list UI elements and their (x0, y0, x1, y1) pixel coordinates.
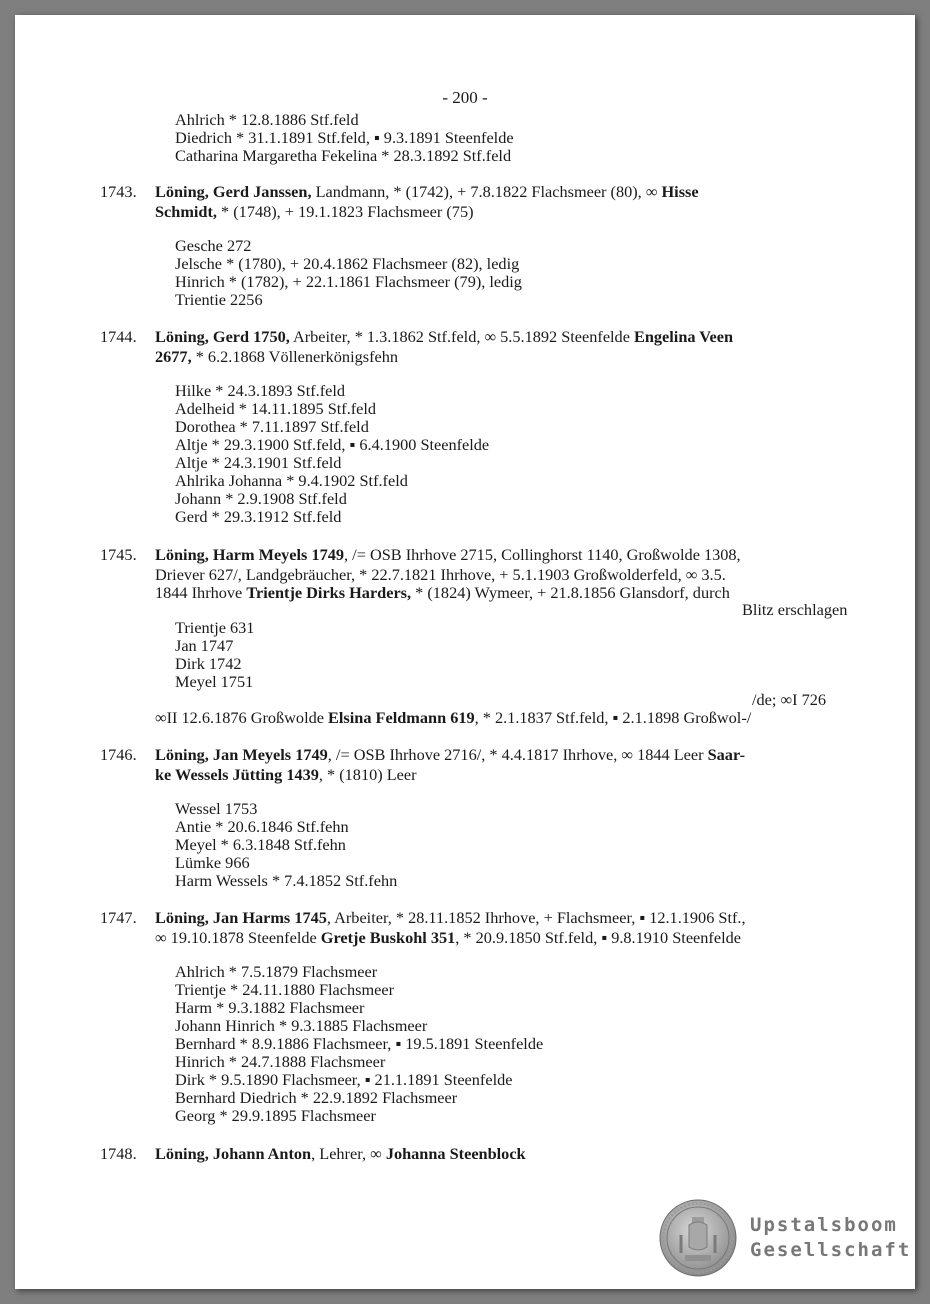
spouse-name: Trientje Dirks Harders, (246, 583, 412, 602)
spouse-name: 2677, (155, 347, 192, 366)
entry-line (155, 327, 733, 347)
list-item: Trientje * 24.11.1880 Flachsmeer (175, 980, 395, 999)
logo-line: Gesellschaft (750, 1239, 912, 1261)
entry-number: 1748. (100, 1144, 137, 1163)
spouse-name: Elsina Feldmann 619 (328, 708, 475, 727)
list-item: Dirk 1742 (175, 654, 242, 673)
list-item: Hilke * 24.3.1893 Stf.feld (175, 381, 346, 400)
entry-text: , * (1810) Leer (318, 765, 417, 784)
list-item: Antie * 20.6.1846 Stf.fehn (175, 817, 349, 836)
entry-number: 1744. (100, 327, 137, 346)
list-item: Ahlrich * 12.8.1886 Stf.feld (175, 110, 359, 129)
seal-icon (659, 1199, 737, 1277)
list-item: Jan 1747 (175, 636, 234, 655)
entry-line (155, 745, 745, 765)
spouse-name: Hisse (661, 182, 699, 201)
entry-text: Landmann, * (1742), + 7.8.1822 Flachsmeer (80), ∞ (311, 182, 662, 201)
list-item: Altje * 29.3.1900 Stf.feld, ▪ 6.4.1900 Steenfelde (175, 435, 490, 454)
entry-line (155, 182, 699, 202)
list-item: Catharina Margaretha Fekelina * 28.3.1892 Stf.feld (175, 146, 512, 165)
spouse-name: ke Wessels Jütting 1439 (155, 765, 319, 784)
list-item: Dorothea * 7.11.1897 Stf.feld (175, 417, 369, 436)
entry-text: * (1748), + 19.1.1823 Flachsmeer (75) (216, 202, 474, 221)
entry-text: * (1824) Wymeer, + 21.8.1856 Glansdorf, durch (411, 583, 730, 602)
entry-text: Arbeiter, * 1.3.1862 Stf.feld, ∞ 5.5.1892 Steenfelde (289, 327, 634, 346)
person-name: Löning, Gerd Janssen, (155, 182, 312, 201)
entry-line: Blitz erschlagen (742, 600, 848, 619)
entry-text: , * 20.9.1850 Stf.feld, ▪ 9.8.1910 Steenfelde (455, 928, 741, 947)
list-item: Jelsche * (1780), + 20.4.1862 Flachsmeer (82), ledig (175, 254, 520, 273)
entry-number: 1747. (100, 908, 137, 927)
entry-text: * 6.2.1868 Völlenerkönigsfehn (191, 347, 398, 366)
spouse-name: Schmidt, (155, 202, 217, 221)
document-page (15, 15, 915, 1289)
entry-line (155, 908, 746, 928)
spouse-name: Saar- (707, 745, 745, 764)
entry-number: 1743. (100, 182, 137, 201)
list-item: Ahlrika Johanna * 9.4.1902 Stf.feld (175, 471, 408, 490)
list-item: Altje * 24.3.1901 Stf.feld (175, 453, 342, 472)
spouse-name: Engelina Veen (634, 327, 734, 346)
entry-line (155, 347, 398, 367)
list-item: Johann * 2.9.1908 Stf.feld (175, 489, 347, 508)
entry-text: , /= OSB Ihrhove 2715, Collinghorst 1140, Großwolde 1308, (344, 545, 741, 564)
list-item: Adelheid * 14.11.1895 Stf.feld (175, 399, 377, 418)
person-name: Löning, Johann Anton (155, 1144, 312, 1163)
entry-number: 1745. (100, 545, 137, 564)
entry-line (155, 583, 730, 603)
list-item: Wessel 1753 (175, 799, 258, 818)
spouse-name: Gretje Buskohl 351 (320, 928, 456, 947)
logo-line: Upstalsboom (750, 1214, 898, 1236)
list-item: Lümke 966 (175, 853, 250, 872)
entry-text: , Arbeiter, * 28.11.1852 Ihrhove, + Flachsmeer, ▪ 12.1.1906 Stf., (326, 908, 746, 927)
spouse-name: Johanna Steenblock (385, 1144, 526, 1163)
person-name: Löning, Jan Meyels 1749 (155, 745, 328, 764)
list-item: Bernhard Diedrich * 22.9.1892 Flachsmeer (175, 1088, 458, 1107)
list-item: Dirk * 9.5.1890 Flachsmeer, ▪ 21.1.1891 Steenfelde (175, 1070, 513, 1089)
entry-text: , * 2.1.1837 Stf.feld, ▪ 2.1.1898 Großwol-/ (474, 708, 752, 727)
entry-line: Driever 627/, Landgebräucher, * 22.7.1821 Ihrhove, + 5.1.1903 Großwolderfeld, ∞ 3.5. (155, 565, 726, 584)
entry-line (155, 709, 751, 727)
entry-number: 1746. (100, 745, 137, 764)
list-item: Georg * 29.9.1895 Flachsmeer (175, 1106, 376, 1125)
list-item: Johann Hinrich * 9.3.1885 Flachsmeer (175, 1016, 428, 1035)
list-item: Ahlrich * 7.5.1879 Flachsmeer (175, 962, 378, 981)
entry-line (155, 202, 474, 222)
list-item: Trientie 2256 (175, 290, 263, 309)
society-logo-text (750, 1213, 911, 1263)
list-item: Bernhard * 8.9.1886 Flachsmeer, ▪ 19.5.1891 Steenfelde (175, 1034, 544, 1053)
entry-text: ∞II 12.6.1876 Großwolde (155, 708, 329, 727)
entry-line (155, 765, 417, 785)
list-item: Meyel 1751 (175, 672, 254, 691)
list-item: Diedrich * 31.1.1891 Stf.feld, ▪ 9.3.1891 Steenfelde (175, 128, 514, 147)
entry-text: , Lehrer, ∞ (311, 1144, 386, 1163)
person-name: Löning, Jan Harms 1745 (155, 908, 327, 927)
list-item: Harm * 9.3.1882 Flachsmeer (175, 998, 365, 1017)
entry-line (155, 545, 741, 565)
entry-line: /de; ∞I 726 (752, 690, 827, 709)
entry-line (155, 1144, 526, 1164)
list-item: Harm Wessels * 7.4.1852 Stf.fehn (175, 871, 398, 890)
list-item: Hinrich * 24.7.1888 Flachsmeer (175, 1052, 386, 1071)
entry-line (155, 928, 741, 948)
list-item: Gerd * 29.3.1912 Stf.feld (175, 507, 342, 526)
entry-text: ∞ 19.10.1878 Steenfelde (155, 928, 321, 947)
page-number: - 200 - (442, 88, 488, 107)
entry-text: , /= OSB Ihrhove 2716/, * 4.4.1817 Ihrhove, ∞ 1844 Leer (327, 745, 708, 764)
person-name: Löning, Harm Meyels 1749 (155, 545, 345, 564)
list-item: Trientje 631 (175, 618, 255, 637)
list-item: Meyel * 6.3.1848 Stf.fehn (175, 835, 346, 854)
entry-text: 1844 Ihrhove (155, 583, 247, 602)
person-name: Löning, Gerd 1750, (155, 327, 290, 346)
list-item: Hinrich * (1782), + 22.1.1861 Flachsmeer (79), ledig (175, 272, 522, 291)
list-item: Gesche 272 (175, 236, 252, 255)
